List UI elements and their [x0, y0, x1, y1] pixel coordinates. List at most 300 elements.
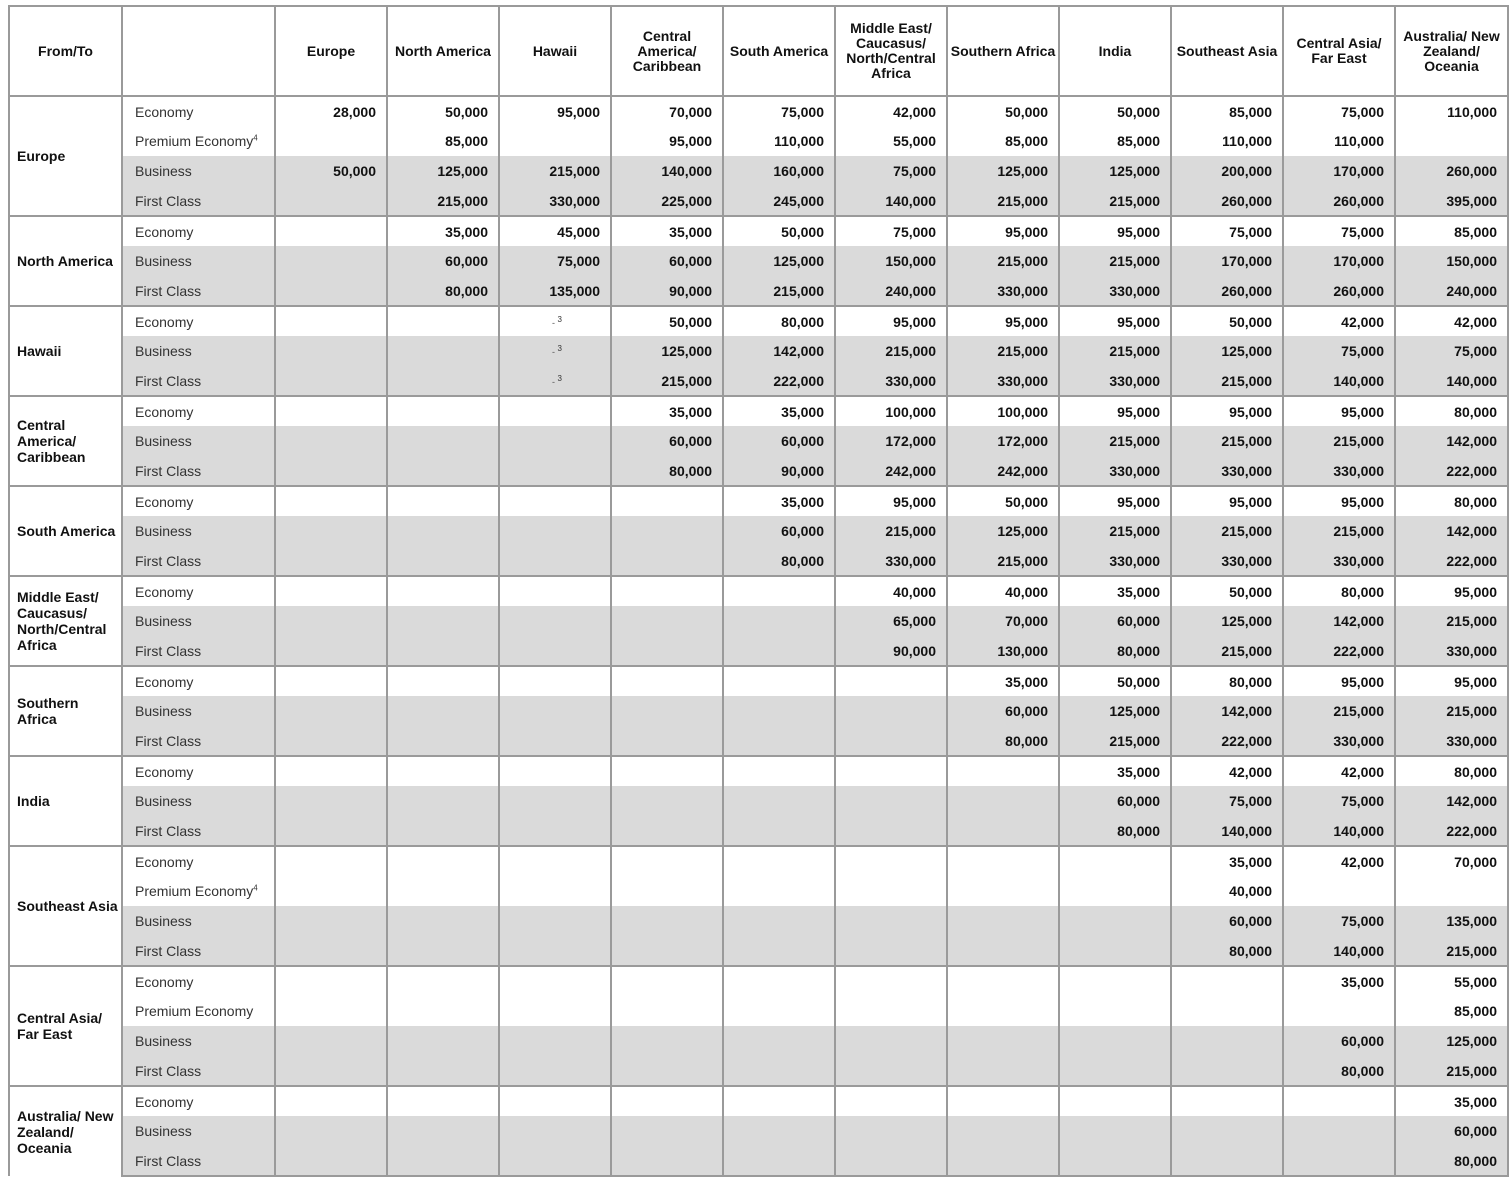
miles-cell: 125,000 — [1171, 606, 1283, 636]
miles-cell: 75,000 — [1171, 786, 1283, 816]
miles-cell — [499, 126, 611, 156]
miles-cell — [947, 1116, 1059, 1146]
table-row — [9, 726, 1508, 756]
cabin-class-label — [122, 876, 275, 906]
miles-cell — [723, 576, 835, 606]
miles-cell — [499, 1146, 611, 1176]
miles-cell — [947, 906, 1059, 936]
cabin-class-label — [122, 1056, 275, 1086]
miles-cell — [387, 456, 499, 486]
miles-cell — [499, 1026, 611, 1056]
miles-cell — [275, 216, 387, 246]
miles-cell — [275, 426, 387, 456]
miles-cell: 215,000 — [835, 336, 947, 366]
table-row — [9, 486, 1508, 516]
miles-cell — [1059, 906, 1171, 936]
miles-cell: 142,000 — [723, 336, 835, 366]
miles-cell: 330,000 — [1059, 276, 1171, 306]
miles-cell: 140,000 — [1283, 936, 1395, 966]
miles-cell: 75,000 — [835, 216, 947, 246]
dest-header: India — [1059, 6, 1171, 96]
table-row — [9, 1056, 1508, 1086]
miles-cell — [499, 396, 611, 426]
miles-cell: 95,000 — [835, 306, 947, 336]
miles-cell — [275, 396, 387, 426]
miles-cell — [275, 306, 387, 336]
miles-cell — [1171, 1026, 1283, 1056]
miles-cell — [1283, 1146, 1395, 1176]
cabin-class-label — [122, 1026, 275, 1056]
miles-cell — [723, 696, 835, 726]
miles-cell — [723, 816, 835, 846]
miles-cell: 110,000 — [1395, 96, 1508, 126]
table-row — [9, 366, 1508, 396]
miles-cell — [275, 1116, 387, 1146]
miles-cell — [499, 726, 611, 756]
miles-cell — [499, 756, 611, 786]
miles-cell: 95,000 — [1059, 486, 1171, 516]
miles-cell: 222,000 — [1283, 636, 1395, 666]
miles-cell — [1171, 1056, 1283, 1086]
miles-cell: 70,000 — [1395, 846, 1508, 876]
miles-cell: 215,000 — [947, 336, 1059, 366]
miles-cell: 60,000 — [1171, 906, 1283, 936]
footnote-marker: 4 — [253, 133, 258, 143]
table-row — [9, 516, 1508, 546]
miles-cell — [947, 996, 1059, 1026]
table-row — [9, 96, 1508, 126]
table-row — [9, 426, 1508, 456]
miles-cell — [387, 906, 499, 936]
miles-cell: 260,000 — [1283, 186, 1395, 216]
cabin-class-text: Business — [135, 163, 192, 179]
miles-cell — [723, 936, 835, 966]
miles-cell — [611, 546, 723, 576]
miles-cell — [275, 126, 387, 156]
table-row — [9, 1086, 1508, 1116]
origin-region-label: Europe — [9, 96, 122, 216]
miles-cell: 330,000 — [1171, 546, 1283, 576]
miles-cell — [499, 996, 611, 1026]
miles-cell — [1171, 966, 1283, 996]
miles-cell — [947, 1056, 1059, 1086]
miles-cell — [275, 786, 387, 816]
cabin-class-label — [122, 816, 275, 846]
miles-cell — [1059, 1056, 1171, 1086]
miles-cell: 95,000 — [1283, 666, 1395, 696]
miles-cell — [1283, 1086, 1395, 1116]
miles-cell: 135,000 — [499, 276, 611, 306]
cabin-class-text: Economy — [135, 853, 194, 870]
miles-cell: 215,000 — [1283, 696, 1395, 726]
miles-cell — [611, 1146, 723, 1176]
miles-cell: 35,000 — [611, 216, 723, 246]
cabin-class-text: Economy — [135, 1093, 194, 1110]
miles-cell: 85,000 — [1395, 216, 1508, 246]
table-row — [9, 546, 1508, 576]
miles-cell: 242,000 — [835, 456, 947, 486]
miles-cell: 140,000 — [835, 186, 947, 216]
miles-cell — [387, 1086, 499, 1116]
miles-cell — [387, 996, 499, 1026]
miles-cell: 80,000 — [1395, 756, 1508, 786]
miles-cell: 215,000 — [1171, 366, 1283, 396]
miles-cell: 50,000 — [1171, 306, 1283, 336]
miles-cell: 35,000 — [1059, 756, 1171, 786]
miles-cell — [1395, 876, 1508, 906]
miles-cell — [387, 876, 499, 906]
miles-cell — [387, 1146, 499, 1176]
miles-cell — [1171, 1116, 1283, 1146]
cabin-class-text: Business — [135, 913, 192, 929]
cabin-class-label — [122, 576, 275, 606]
miles-cell: 215,000 — [947, 186, 1059, 216]
cabin-class-label — [122, 246, 275, 276]
cabin-class-text: First Class — [135, 192, 202, 209]
miles-cell — [275, 546, 387, 576]
miles-cell: 80,000 — [611, 456, 723, 486]
miles-cell: 160,000 — [723, 156, 835, 186]
miles-cell: 125,000 — [387, 156, 499, 186]
miles-cell: 35,000 — [1059, 576, 1171, 606]
miles-cell: 42,000 — [1283, 846, 1395, 876]
cabin-class-label — [122, 426, 275, 456]
miles-cell — [723, 966, 835, 996]
miles-cell: 60,000 — [1059, 786, 1171, 816]
miles-cell: 125,000 — [947, 156, 1059, 186]
miles-cell: 225,000 — [611, 186, 723, 216]
miles-cell: 35,000 — [1283, 966, 1395, 996]
miles-cell — [275, 756, 387, 786]
cabin-class-label — [122, 456, 275, 486]
origin-region-label: North America — [9, 216, 122, 306]
origin-region-label: Australia/ New Zealand/ Oceania — [9, 1086, 122, 1176]
miles-cell — [611, 906, 723, 936]
miles-cell — [499, 966, 611, 996]
miles-cell: 142,000 — [1171, 696, 1283, 726]
miles-cell — [611, 876, 723, 906]
cabin-class-text: Economy — [135, 103, 194, 120]
cabin-class-label — [122, 1116, 275, 1146]
miles-cell — [723, 786, 835, 816]
miles-cell: 242,000 — [947, 456, 1059, 486]
origin-region-label: Central America/ Caribbean — [9, 396, 122, 486]
table-row — [9, 966, 1508, 996]
miles-cell — [835, 696, 947, 726]
miles-cell — [275, 846, 387, 876]
miles-cell: 50,000 — [387, 96, 499, 126]
miles-cell: 35,000 — [1395, 1086, 1508, 1116]
miles-cell — [387, 636, 499, 666]
miles-cell — [499, 786, 611, 816]
miles-cell: 215,000 — [1395, 606, 1508, 636]
miles-cell — [947, 1146, 1059, 1176]
miles-cell: 95,000 — [1059, 396, 1171, 426]
dest-header: Southern Africa — [947, 6, 1059, 96]
miles-cell: 215,000 — [947, 546, 1059, 576]
miles-cell — [499, 1056, 611, 1086]
miles-cell — [611, 1026, 723, 1056]
origin-region-label: South America — [9, 486, 122, 576]
dest-header: Australia/ New Zealand/ Oceania — [1395, 6, 1508, 96]
miles-cell: 215,000 — [387, 186, 499, 216]
miles-cell: 125,000 — [947, 516, 1059, 546]
cabin-class-text: Business — [135, 793, 192, 809]
miles-cell: 75,000 — [499, 246, 611, 276]
not-applicable-marker: - $^3$ — [552, 314, 562, 328]
miles-cell — [387, 1056, 499, 1086]
footnote-marker: 4 — [253, 883, 258, 893]
miles-cell: 50,000 — [275, 156, 387, 186]
miles-cell — [499, 516, 611, 546]
miles-cell: 330,000 — [1283, 726, 1395, 756]
table-row — [9, 1146, 1508, 1176]
miles-cell — [275, 1056, 387, 1086]
miles-cell: 135,000 — [1395, 906, 1508, 936]
table-row — [9, 906, 1508, 936]
miles-cell — [611, 576, 723, 606]
miles-cell — [723, 996, 835, 1026]
table-row — [9, 1026, 1508, 1056]
miles-cell — [947, 816, 1059, 846]
cabin-class-text: Business — [135, 613, 192, 629]
miles-cell: 80,000 — [947, 726, 1059, 756]
miles-cell: 35,000 — [611, 396, 723, 426]
dest-header: Europe — [275, 6, 387, 96]
miles-cell: 50,000 — [947, 96, 1059, 126]
dest-header: South America — [723, 6, 835, 96]
miles-cell: 125,000 — [1395, 1026, 1508, 1056]
miles-cell — [1171, 996, 1283, 1026]
miles-cell: 240,000 — [1395, 276, 1508, 306]
miles-cell — [723, 756, 835, 786]
table-row — [9, 306, 1508, 336]
miles-cell — [275, 906, 387, 936]
miles-cell — [947, 1026, 1059, 1056]
table-row — [9, 1116, 1508, 1146]
miles-cell: 70,000 — [611, 96, 723, 126]
cabin-class-text: Business — [135, 1033, 192, 1049]
miles-cell — [387, 486, 499, 516]
cabin-class-label — [122, 126, 275, 156]
miles-cell — [947, 756, 1059, 786]
cabin-class-label — [122, 186, 275, 216]
miles-cell: 60,000 — [723, 426, 835, 456]
table-row — [9, 666, 1508, 696]
miles-cell: 80,000 — [1395, 396, 1508, 426]
miles-cell: 222,000 — [1395, 546, 1508, 576]
miles-cell: 80,000 — [1395, 486, 1508, 516]
cabin-class-text: Economy — [135, 673, 194, 690]
miles-cell: 90,000 — [835, 636, 947, 666]
miles-cell: 215,000 — [1171, 636, 1283, 666]
miles-cell: 330,000 — [947, 366, 1059, 396]
miles-cell — [611, 516, 723, 546]
miles-cell — [611, 636, 723, 666]
miles-cell: 215,000 — [835, 516, 947, 546]
miles-cell: 55,000 — [835, 126, 947, 156]
miles-cell: 80,000 — [1059, 816, 1171, 846]
miles-cell: 260,000 — [1395, 156, 1508, 186]
miles-cell — [835, 876, 947, 906]
miles-cell: 260,000 — [1171, 276, 1283, 306]
header-row — [9, 6, 1508, 96]
cabin-class-text: First Class — [135, 822, 202, 839]
cabin-class-text: Premium Economy — [135, 883, 254, 899]
miles-cell: 172,000 — [835, 426, 947, 456]
miles-cell: 215,000 — [1395, 1056, 1508, 1086]
miles-cell: 140,000 — [1395, 366, 1508, 396]
miles-cell — [611, 846, 723, 876]
cabin-class-text: First Class — [135, 642, 202, 659]
miles-cell — [835, 666, 947, 696]
cabin-class-label — [122, 906, 275, 936]
cabin-class-label — [122, 516, 275, 546]
cabin-class-text: First Class — [135, 942, 202, 959]
miles-cell — [499, 906, 611, 936]
miles-cell: 55,000 — [1395, 966, 1508, 996]
miles-cell: 142,000 — [1395, 786, 1508, 816]
miles-cell: 95,000 — [1171, 486, 1283, 516]
miles-cell — [499, 336, 611, 366]
miles-cell — [387, 666, 499, 696]
table-row — [9, 756, 1508, 786]
miles-cell — [275, 636, 387, 666]
cabin-class-text: First Class — [135, 1062, 202, 1079]
miles-cell: 110,000 — [723, 126, 835, 156]
miles-cell: 40,000 — [835, 576, 947, 606]
table-row — [9, 816, 1508, 846]
cabin-class-text: Business — [135, 343, 192, 359]
miles-cell: 60,000 — [1059, 606, 1171, 636]
miles-cell — [387, 306, 499, 336]
miles-cell: 60,000 — [947, 696, 1059, 726]
miles-cell: 330,000 — [1283, 456, 1395, 486]
table-row — [9, 216, 1508, 246]
miles-cell: 130,000 — [947, 636, 1059, 666]
miles-cell — [723, 636, 835, 666]
miles-cell: 95,000 — [1059, 306, 1171, 336]
miles-cell — [1059, 876, 1171, 906]
miles-cell: 35,000 — [723, 396, 835, 426]
miles-cell — [723, 876, 835, 906]
cabin-class-label — [122, 486, 275, 516]
cabin-class-text: Economy — [135, 583, 194, 600]
cabin-class-text: Premium Economy — [135, 1003, 254, 1019]
miles-cell — [1283, 876, 1395, 906]
miles-cell — [611, 486, 723, 516]
miles-cell: 140,000 — [1283, 816, 1395, 846]
miles-cell: 330,000 — [835, 546, 947, 576]
miles-cell — [835, 786, 947, 816]
miles-cell: 60,000 — [387, 246, 499, 276]
miles-cell: 215,000 — [611, 366, 723, 396]
miles-cell: 42,000 — [835, 96, 947, 126]
miles-cell — [611, 966, 723, 996]
cabin-class-label — [122, 306, 275, 336]
miles-cell — [1059, 1116, 1171, 1146]
miles-cell — [947, 786, 1059, 816]
miles-cell: 215,000 — [1283, 426, 1395, 456]
miles-cell — [835, 906, 947, 936]
miles-cell — [387, 816, 499, 846]
miles-cell — [723, 1116, 835, 1146]
miles-cell — [275, 276, 387, 306]
miles-cell: 35,000 — [947, 666, 1059, 696]
miles-cell — [275, 966, 387, 996]
miles-cell: 50,000 — [947, 486, 1059, 516]
miles-cell — [835, 816, 947, 846]
miles-cell: 75,000 — [1283, 96, 1395, 126]
miles-cell: 45,000 — [499, 216, 611, 246]
miles-cell: 95,000 — [1283, 486, 1395, 516]
miles-cell — [275, 186, 387, 216]
miles-cell — [387, 366, 499, 396]
miles-cell — [723, 1086, 835, 1116]
miles-cell: 330,000 — [1059, 456, 1171, 486]
miles-cell: 245,000 — [723, 186, 835, 216]
dest-header: Central Asia/ Far East — [1283, 6, 1395, 96]
miles-cell: 40,000 — [1171, 876, 1283, 906]
miles-cell — [387, 1116, 499, 1146]
miles-cell: 95,000 — [1395, 666, 1508, 696]
table-row — [9, 846, 1508, 876]
miles-cell — [947, 846, 1059, 876]
miles-cell: 170,000 — [1283, 246, 1395, 276]
miles-cell: 50,000 — [1059, 96, 1171, 126]
miles-cell — [499, 636, 611, 666]
miles-cell: 222,000 — [1395, 456, 1508, 486]
miles-cell: 215,000 — [947, 246, 1059, 276]
miles-cell: 42,000 — [1395, 306, 1508, 336]
miles-cell — [947, 936, 1059, 966]
cabin-class-text: Economy — [135, 223, 194, 240]
miles-cell: 60,000 — [611, 426, 723, 456]
miles-cell: 80,000 — [723, 306, 835, 336]
miles-cell: 215,000 — [1059, 186, 1171, 216]
miles-cell — [611, 726, 723, 756]
award-chart-table — [8, 5, 1509, 1177]
table-row — [9, 876, 1508, 906]
miles-cell — [275, 1146, 387, 1176]
miles-cell — [387, 756, 499, 786]
miles-cell — [275, 1086, 387, 1116]
miles-cell: 330,000 — [835, 366, 947, 396]
table-row — [9, 576, 1508, 606]
miles-cell: 35,000 — [1171, 846, 1283, 876]
table-row — [9, 126, 1508, 156]
miles-cell — [1059, 1146, 1171, 1176]
miles-cell: 75,000 — [723, 96, 835, 126]
table-row — [9, 186, 1508, 216]
miles-cell: 330,000 — [1171, 456, 1283, 486]
table-row — [9, 606, 1508, 636]
miles-cell — [611, 1116, 723, 1146]
miles-cell: 330,000 — [1059, 366, 1171, 396]
miles-cell: 42,000 — [1283, 756, 1395, 786]
miles-cell — [499, 666, 611, 696]
miles-cell: 60,000 — [723, 516, 835, 546]
miles-cell: 215,000 — [723, 276, 835, 306]
chart-body — [9, 96, 1508, 1176]
cabin-class-text: Economy — [135, 973, 194, 990]
cabin-class-text: Business — [135, 433, 192, 449]
miles-cell: 142,000 — [1283, 606, 1395, 636]
miles-cell: 142,000 — [1395, 516, 1508, 546]
miles-cell: 100,000 — [947, 396, 1059, 426]
miles-cell: 95,000 — [947, 216, 1059, 246]
miles-cell: 215,000 — [1395, 936, 1508, 966]
